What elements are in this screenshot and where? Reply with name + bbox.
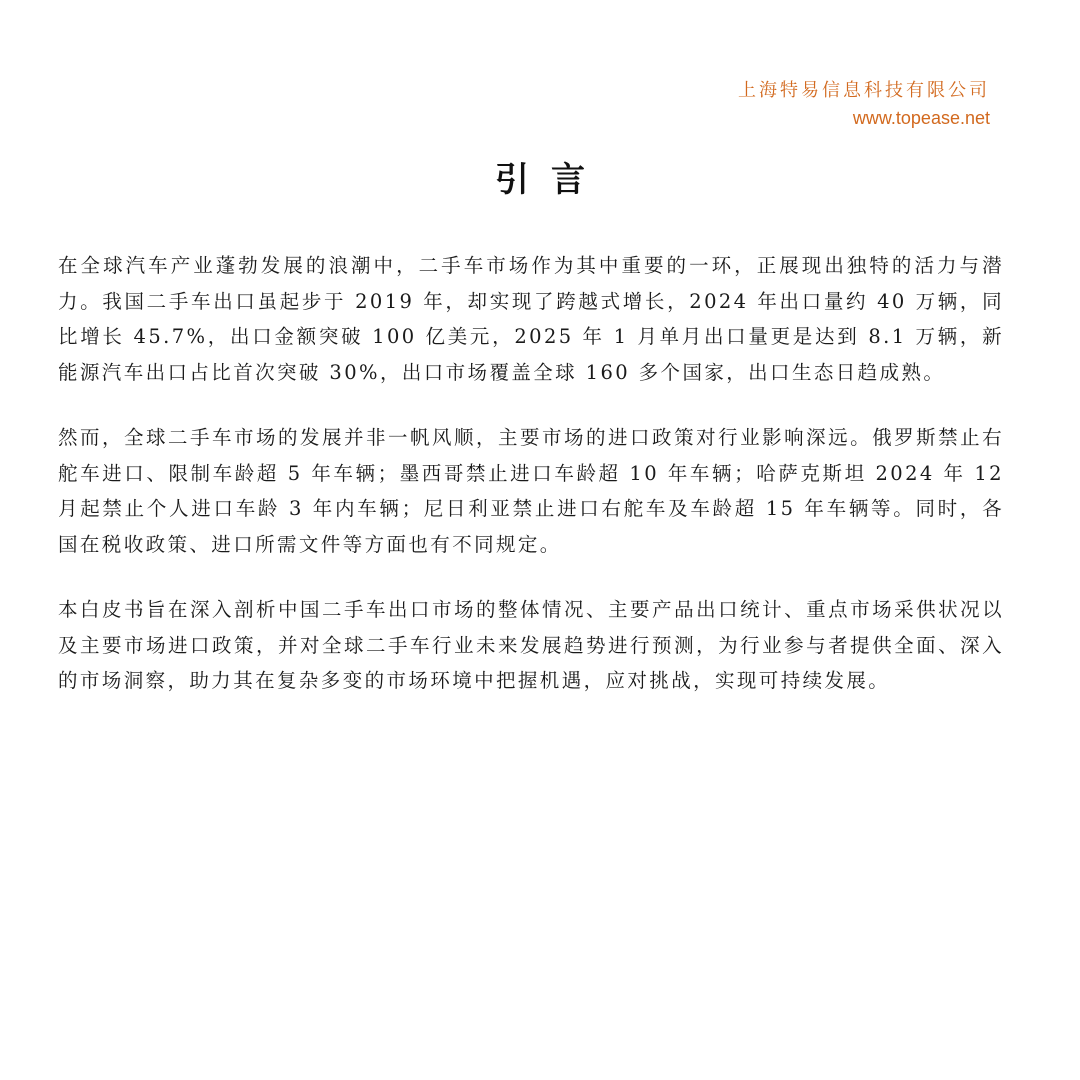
- paragraph-intro: 在全球汽车产业蓬勃发展的浪潮中，二手车市场作为其中重要的一环，正展现出独特的活力与潜力。我国二手车出口虽起步于 2019 年，却实现了跨越式增长，2024 年出口量约 40 万辆，同比增长 45.7%，出口金额突破 100 亿美元，2025 年 1 月单月出口量更是达到 8.1 万辆，新能源汽车出口占比首次突破 30%，出口市场覆盖全球 160 多个国家，出口生态日趋成熟。: [58, 254, 1004, 384]
- company-website[interactable]: www.topease.net: [852, 108, 990, 128]
- paragraph-whitepaper-purpose: 本白皮书旨在深入剖析中国二手车出口市场的整体情况、主要产品出口统计、重点市场采供状况以及主要市场进口政策，并对全球二手车行业未来发展趋势进行预测，为行业参与者提供全面、深入的市场洞察，助力其在复杂多变的市场环境中把握机遇，应对挑战，实现可持续发展。: [58, 598, 1004, 692]
- document-body: [58, 248, 1004, 729]
- company-name: 上海特易信息科技有限公司: [738, 80, 990, 101]
- page-header: [738, 78, 990, 132]
- paragraph-import-policies: 然而，全球二手车市场的发展并非一帆风顺，主要市场的进口政策对行业影响深远。俄罗斯禁止右舵车进口、限制车龄超 5 年车辆；墨西哥禁止进口车龄超 10 年车辆；哈萨克斯坦 2024 年 12 月起禁止个人进口车龄 3 年内车辆；尼日利亚禁止进口右舵车及车龄超 15 年车辆等。同时，各国在税收政策、进口所需文件等方面也有不同规定。: [58, 426, 1004, 556]
- page-title: 引言: [495, 160, 607, 200]
